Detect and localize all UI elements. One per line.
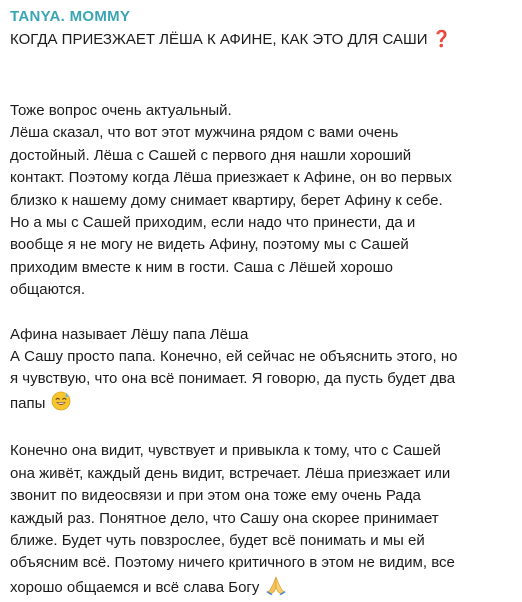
paragraph-3 (10, 440, 512, 602)
paragraph-line: хорошо общаемся и всё слава Богу (10, 575, 512, 602)
paragraph-line: объясним всё. Поэтому ничего критичного в этом не видим, все (10, 554, 455, 572)
sender-name[interactable]: TANYA. MOMMY (10, 8, 131, 25)
paragraph-line: Но а мы с Сашей приходим, если надо что принести, да и (10, 214, 416, 232)
paragraph-1 (10, 100, 512, 302)
question-mark-icon: ❓ (431, 31, 452, 48)
paragraph-line: папы (10, 391, 512, 418)
message-title-text: КОГДА ПРИЕЗЖАЕТ ЛЁША К АФИНЕ, КАК ЭТО ДЛЯ САШИ (10, 31, 428, 48)
paragraph-line: общаются. (10, 281, 86, 299)
paragraph-line: Тоже вопрос очень актуальный. (10, 102, 232, 119)
paragraph-line: Лёша сказал, что вот этот мужчина рядом с вами очень (10, 124, 399, 142)
paragraph-line: вообще я не могу не видеть Афину, поэтому мы с Сашей (10, 236, 409, 254)
paragraph-2 (10, 324, 512, 419)
spacer (10, 302, 512, 324)
spacer (10, 50, 512, 100)
paragraph-line: близко к нашему дому снимает квартиру, берет Афину к себе. (10, 191, 443, 209)
paragraph-line: достойный. Лёша с Сашей с первого дня нашли хороший (10, 146, 412, 164)
spacer (10, 418, 512, 440)
sweat-smile-emoji-icon (51, 391, 71, 418)
paragraph-line: Афина называет Лёшу папа Лёша (10, 325, 249, 343)
praying-hands-emoji-icon (265, 575, 287, 602)
paragraph-line: звонит по видеосвязи и при этом она тоже ему очень Рада (10, 487, 421, 505)
paragraph-line: я чувствую, что она всё понимает. Я говорю, да пусть будет два (10, 370, 456, 388)
paragraph-line: ближе. Будет чуть повзрослее, будет всё понимать и мы ей (10, 531, 425, 549)
paragraph-line: Конечно она видит, чувствует и привыкла к тому, что с Сашей (10, 442, 441, 460)
paragraph-line: контакт. Поэтому когда Лёша приезжает к Афине, он во первых (10, 169, 452, 187)
message-title (10, 30, 512, 50)
paragraph-line: она живёт, каждый день видит, встречает. Лёша приезжает или (10, 464, 451, 482)
paragraph-line: каждый раз. Понятное дело, что Сашу она скорее принимает (10, 509, 439, 527)
paragraph-line: приходим вместе к ним в гости. Саша с Лёшей хорошо (10, 258, 393, 276)
paragraph-line: А Сашу просто папа. Конечно, ей сейчас не объяснить этого, но (10, 348, 458, 366)
